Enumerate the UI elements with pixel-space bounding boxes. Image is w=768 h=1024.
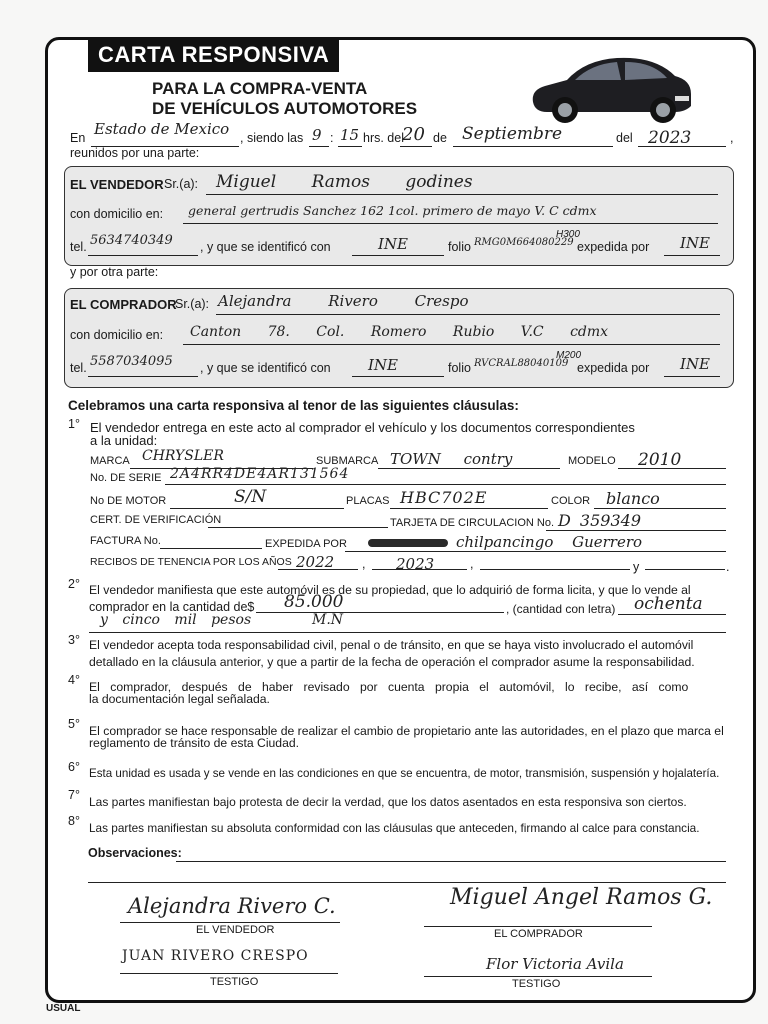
- submarca-label: SUBMARCA: [316, 455, 379, 467]
- price-letters-2: y cinco mil pesos: [100, 612, 252, 628]
- clause-4-text-1: El comprador, después de haber revisado por cuenta propia el automóvil, lo recibe, así como: [89, 680, 689, 694]
- brand-value: CHRYSLER: [142, 448, 224, 464]
- witness-2-label: TESTIGO: [512, 978, 561, 990]
- clause-1-text-2: a la unidad:: [90, 433, 158, 448]
- intro-dia: 20: [402, 124, 425, 145]
- witness-2-signature: Flor Victoria Avila: [486, 955, 624, 973]
- buyer-issued-label: expedida por: [577, 361, 650, 375]
- buyer-signature: Miguel Angel Ramos G.: [450, 885, 713, 910]
- buyer-signature-label: EL COMPRADOR: [494, 928, 583, 940]
- buyer-folio-label: folio: [448, 361, 471, 375]
- plates-label: PLACAS: [346, 495, 390, 507]
- seller-identified-label: , y que se identificó con: [200, 240, 331, 254]
- clause-2-text-1: El vendedor manifiesta que este automóvil es de su propiedad, que lo adquirió de forma licita, y que lo vende al: [89, 583, 691, 597]
- buyer-address-label: con domicilio en:: [70, 328, 164, 342]
- clause-4-text-2: la documentación legal señalada.: [89, 692, 270, 706]
- seller-tel: 5634740349: [90, 233, 173, 248]
- tax-year-dot: .: [726, 560, 730, 574]
- buyer-address: Canton 78. Col. Romero Rubio V.C cdmx: [190, 324, 609, 340]
- serial-value: 2A4RR4DE4AR131564: [170, 466, 350, 482]
- engine-label: No DE MOTOR: [90, 495, 167, 507]
- clause-3-text-2: detallado en la cláusula anterior, y que a partir de la fecha de operación el comprador asume la responsabilidad.: [89, 655, 695, 669]
- engine-value: S/N: [234, 487, 267, 507]
- clause-4-number: 4°: [68, 673, 80, 687]
- color-value: blanco: [606, 489, 660, 508]
- intro-hrs-del: hrs. del: [363, 131, 404, 145]
- intro-comma: ,: [730, 131, 734, 145]
- seller-issued-by: INE: [680, 234, 710, 252]
- brand-label: MARCA: [90, 455, 130, 467]
- submarca-value: TOWN contry: [390, 450, 513, 468]
- tax-year-and: y: [633, 560, 640, 574]
- invoice-issued-label: EXPEDIDA POR: [265, 538, 347, 550]
- other-party-label: y por otra parte:: [70, 265, 159, 279]
- witness-1-signature: JUAN RIVERO CRESPO: [122, 948, 309, 964]
- intro-hora: 9: [312, 126, 322, 144]
- model-value: 2010: [638, 450, 682, 470]
- tax-receipts-label: RECIBOS DE TENENCIA POR LOS AÑOS: [90, 556, 292, 568]
- circulation-card-label: TARJETA DE CIRCULACION No.: [390, 517, 555, 529]
- invoice-issued-value: chilpancingo Guerrero: [456, 533, 643, 551]
- form-subtitle-2: DE VEHÍCULOS AUTOMOTORES: [152, 99, 418, 118]
- clause-3-number: 3°: [68, 633, 80, 647]
- buyer-tel-label: tel.: [70, 361, 87, 375]
- clause-1-number: 1°: [68, 417, 80, 431]
- price-letters-3: M.N: [312, 612, 344, 628]
- seller-folio-extra: H300: [556, 229, 580, 240]
- buyer-folio: RVCRAL88040109: [474, 358, 569, 369]
- clause-8-text: Las partes manifiestan su absoluta conformidad con las cláusulas que anteceden, firmando al calce para constancia.: [89, 821, 700, 835]
- clause-6-number: 6°: [68, 760, 80, 774]
- tax-year-sep-1: ,: [362, 557, 366, 571]
- buyer-tel: 5587034095: [90, 354, 173, 369]
- clause-7-text: Las partes manifiestan bajo protesta de decir la verdad, que los datos asentados en esta responsiva son ciertos.: [89, 795, 687, 809]
- clause-5-text-1: El comprador se hace responsable de realizar el cambio de propietario ante las autoridades, en el plazo que marca el: [89, 724, 724, 738]
- price-value: 85.000: [284, 592, 344, 612]
- form-subtitle-1: PARA LA COMPRA-VENTA: [152, 79, 368, 98]
- price-letters-1: ochenta: [634, 594, 703, 614]
- clause-7-number: 7°: [68, 788, 80, 802]
- clause-1-text-1: El vendedor entrega en este acto al comprador el vehículo y los documentos correspondientes: [90, 420, 635, 435]
- witness-1-label: TESTIGO: [210, 976, 259, 988]
- intro-del: del: [616, 131, 633, 145]
- price-letters-label: , (cantidad con letra): [506, 602, 616, 616]
- seller-folio-label: folio: [448, 240, 471, 254]
- seller-signature-label: EL VENDEDOR: [196, 924, 275, 936]
- intro-de: de: [433, 131, 447, 145]
- intro-siendo: , siendo las: [240, 131, 304, 145]
- color-label: COLOR: [551, 495, 591, 507]
- serial-label: No. DE SERIE: [90, 472, 162, 484]
- intro-minutos: 15: [340, 126, 360, 144]
- intro-anio: 2023: [648, 128, 692, 148]
- seller-tel-label: tel.: [70, 240, 87, 254]
- clause-3-text-1: El vendedor acepta toda responsabilidad civil, penal o de tránsito, en que se haya visto involucrado el automóvil: [89, 638, 694, 652]
- clause-6-text: Esta unidad es usada y se vende en las condiciones en que se encuentra, de motor, transmisión, suspensión y hojalatería.: [89, 767, 720, 780]
- clause-8-number: 8°: [68, 814, 80, 828]
- buyer-folio-extra: M200: [556, 350, 582, 361]
- seller-sra-label: Sr.(a):: [164, 177, 199, 191]
- buyer-issued-by: INE: [680, 355, 710, 373]
- clause-5-text-2: reglamento de tránsito de esta Ciudad.: [89, 736, 300, 750]
- intro-lugar: Estado de Mexico: [94, 120, 230, 138]
- clause-5-number: 5°: [68, 717, 80, 731]
- seller-folio: RMG0M664080229: [474, 237, 574, 248]
- tax-year-1: 2022: [296, 553, 335, 571]
- circulation-card-value: D 359349: [558, 511, 641, 530]
- form-title: CARTA RESPONSIVA: [88, 40, 339, 72]
- seller-address-label: con domicilio en:: [70, 207, 164, 221]
- seller-signature: Alejandra Rivero C.: [128, 894, 336, 918]
- buyer-label: EL COMPRADOR: [70, 297, 177, 312]
- clause-2-number: 2°: [68, 577, 80, 591]
- plates-value: HBC702E: [400, 488, 488, 507]
- intro-en: En: [70, 131, 86, 145]
- seller-name: Miguel Ramos godines: [216, 172, 473, 192]
- seller-address: general gertrudis Sanchez 162 1col. primero de mayo V. C cdmx: [188, 203, 597, 218]
- buyer-name: Alejandra Rivero Crespo: [218, 292, 469, 310]
- tax-year-2: 2023: [396, 555, 435, 573]
- intro-reunidos: reunidos por una parte:: [70, 146, 200, 160]
- buyer-identification: INE: [368, 356, 398, 374]
- invoice-label: FACTURA No.: [90, 535, 161, 547]
- model-label: MODELO: [568, 455, 616, 467]
- redaction-mark: [368, 539, 448, 547]
- seller-label: EL VENDEDOR: [70, 177, 164, 192]
- car-illustration: [525, 50, 695, 130]
- seller-issued-label: expedida por: [577, 240, 650, 254]
- tax-year-sep-2: ,: [470, 557, 474, 571]
- seller-identification: INE: [378, 235, 408, 253]
- buyer-identified-label: , y que se identificó con: [200, 361, 331, 375]
- buyer-sra-label: Sr.(a):: [175, 297, 210, 311]
- footer-brand: USUAL: [46, 1003, 81, 1014]
- verification-label: CERT. DE VERIFICACIÓN: [90, 514, 222, 526]
- observations-label: Observaciones:: [88, 846, 182, 860]
- clause-2-text-2: comprador en la cantidad de$: [89, 600, 255, 614]
- intro-mes: Septiembre: [462, 124, 563, 144]
- intro-colon: :: [330, 131, 334, 145]
- clauses-heading: Celebramos una carta responsiva al tenor de las siguientes cláusulas:: [68, 398, 519, 413]
